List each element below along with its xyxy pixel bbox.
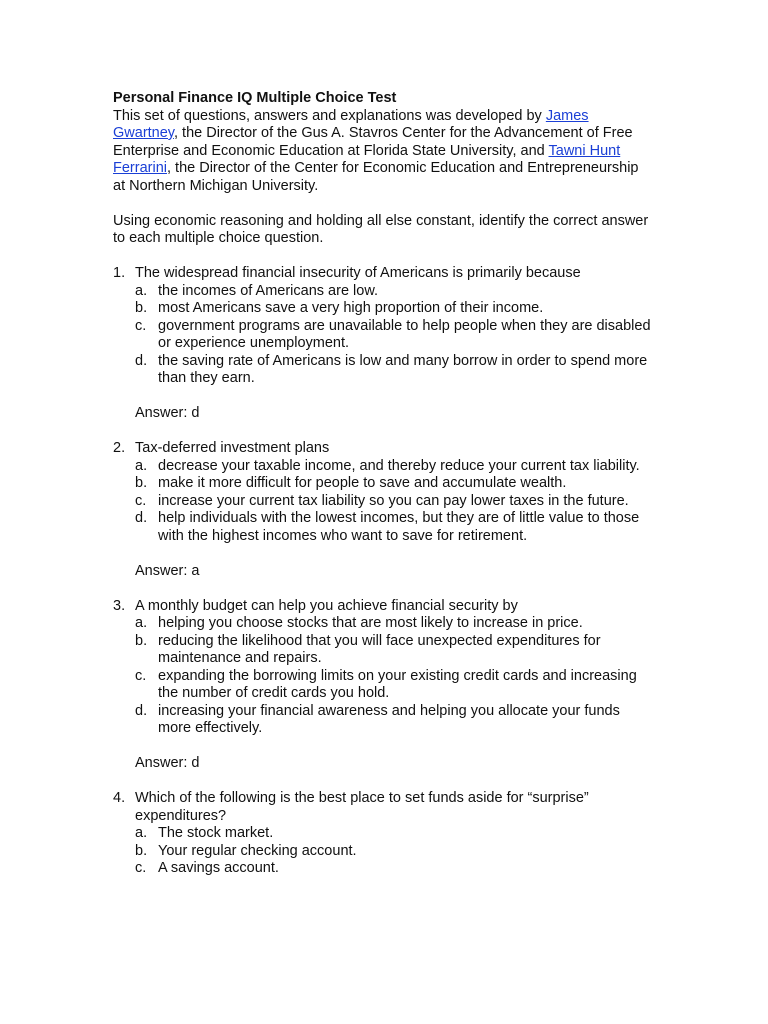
spacer [113, 545, 653, 563]
author-link-tawni-hunt-ferrarini[interactable]: Tawni Hunt Ferrarini [113, 142, 621, 176]
answer-key: Answer: d [135, 755, 200, 771]
question-number: 2. [113, 440, 126, 456]
option-letter: b. [135, 632, 148, 649]
option-text: A savings account. [158, 860, 279, 876]
option-text: increasing your financial awareness and helping you allocate your funds more effectively. [158, 702, 620, 736]
question-number: 3. [113, 597, 126, 614]
author-link-james-gwartney[interactable]: James Gwartney [113, 107, 589, 141]
option-letter: b. [135, 842, 148, 859]
option-text: the incomes of Americans are low. [158, 282, 379, 299]
answer-option [135, 615, 653, 633]
option-letter: c. [135, 492, 147, 509]
option-letter: b. [135, 475, 148, 491]
question-row [113, 790, 653, 878]
answer-option [135, 458, 653, 476]
option-text: make it more difficult for people to save and accumulate wealth. [158, 475, 567, 491]
question-2 [113, 440, 653, 598]
question-number: 4. [113, 790, 126, 806]
question-text: Tax-deferred investment plans [135, 440, 330, 456]
answer-option [135, 633, 653, 668]
option-text: helping you choose stocks that are most likely to increase in price. [158, 615, 583, 631]
answer-option [135, 510, 653, 545]
answer-option [135, 353, 653, 388]
answer-option [135, 318, 653, 353]
option-letter: a. [135, 457, 148, 474]
spacer [113, 248, 653, 266]
answer-option [135, 843, 653, 861]
option-text: help individuals with the lowest incomes, but they are of little value to those with the highest incomes who want to save for retirement. [158, 510, 640, 544]
answer-option [135, 283, 653, 301]
option-text: the saving rate of Americans is low and many borrow in order to spend more than they earn. [158, 352, 648, 386]
option-text: most Americans save a very high proportion of their income. [158, 300, 544, 316]
question-3 [113, 598, 653, 791]
option-letter: a. [135, 825, 148, 841]
question-text: A monthly budget can help you achieve financial security by [135, 597, 518, 614]
answer-key: Answer: d [135, 405, 200, 421]
question-4 [113, 790, 653, 878]
question-1 [113, 265, 653, 440]
question-row [113, 598, 653, 738]
option-text: increase your current tax liability so you can pay lower taxes in the future. [158, 492, 629, 509]
question-body [135, 265, 653, 388]
option-letter: d. [135, 352, 148, 369]
spacer [113, 423, 653, 441]
question-text: The widespread financial insecurity of Americans is primarily because [135, 265, 581, 281]
spacer [113, 773, 653, 791]
question-row [113, 265, 653, 388]
option-letter: b. [135, 300, 148, 316]
question-body [135, 790, 653, 878]
option-text: decrease your taxable income, and thereby reduce your current tax liability. [158, 457, 640, 474]
document-title: Personal Finance IQ Multiple Choice Test [113, 90, 397, 106]
answer-option [135, 475, 653, 493]
option-letter: c. [135, 860, 147, 876]
option-text: The stock market. [158, 825, 274, 841]
answer-option [135, 493, 653, 511]
option-text: Your regular checking account. [158, 842, 357, 859]
option-text: expanding the borrowing limits on your existing credit cards and increasing the number of credit cards you hold. [158, 667, 637, 701]
option-text: government programs are unavailable to help people when they are disabled or experience unemployment. [158, 317, 651, 351]
option-letter: d. [135, 702, 148, 719]
spacer [113, 195, 653, 213]
spacer [113, 580, 653, 598]
answer-option [135, 860, 653, 878]
option-text: reducing the likelihood that you will face unexpected expenditures for maintenance and repairs. [158, 632, 601, 666]
question-body [135, 598, 653, 738]
option-letter: d. [135, 510, 148, 526]
intro-paragraph [113, 108, 653, 196]
question-list [113, 265, 653, 878]
intro-text-2: , the Director of the Gus A. Stavros Center for the Advancement of Free Enterprise and Economic Education at Florida State University, and [113, 125, 633, 159]
option-letter: a. [135, 282, 148, 299]
spacer [113, 738, 653, 756]
option-letter: c. [135, 317, 147, 334]
answer-key: Answer: a [135, 562, 200, 579]
spacer [113, 388, 653, 406]
answer-option [135, 703, 653, 738]
question-number: 1. [113, 265, 126, 281]
question-row [113, 440, 653, 545]
intro-text-3: , the Director of the Center for Economic Education and Entrepreneurship at Northern Michigan University. [113, 160, 639, 194]
intro-text-1: This set of questions, answers and explanations was developed by [113, 107, 546, 124]
document-page [113, 90, 653, 878]
option-letter: a. [135, 615, 148, 631]
question-body [135, 440, 653, 545]
instructions-paragraph: Using economic reasoning and holding all else constant, identify the correct answer to each multiple choice question. [113, 212, 649, 246]
question-text: Which of the following is the best place to set funds aside for “surprise” expenditures? [135, 790, 589, 824]
answer-option [135, 668, 653, 703]
answer-option [135, 825, 653, 843]
answer-option [135, 300, 653, 318]
option-letter: c. [135, 667, 147, 684]
